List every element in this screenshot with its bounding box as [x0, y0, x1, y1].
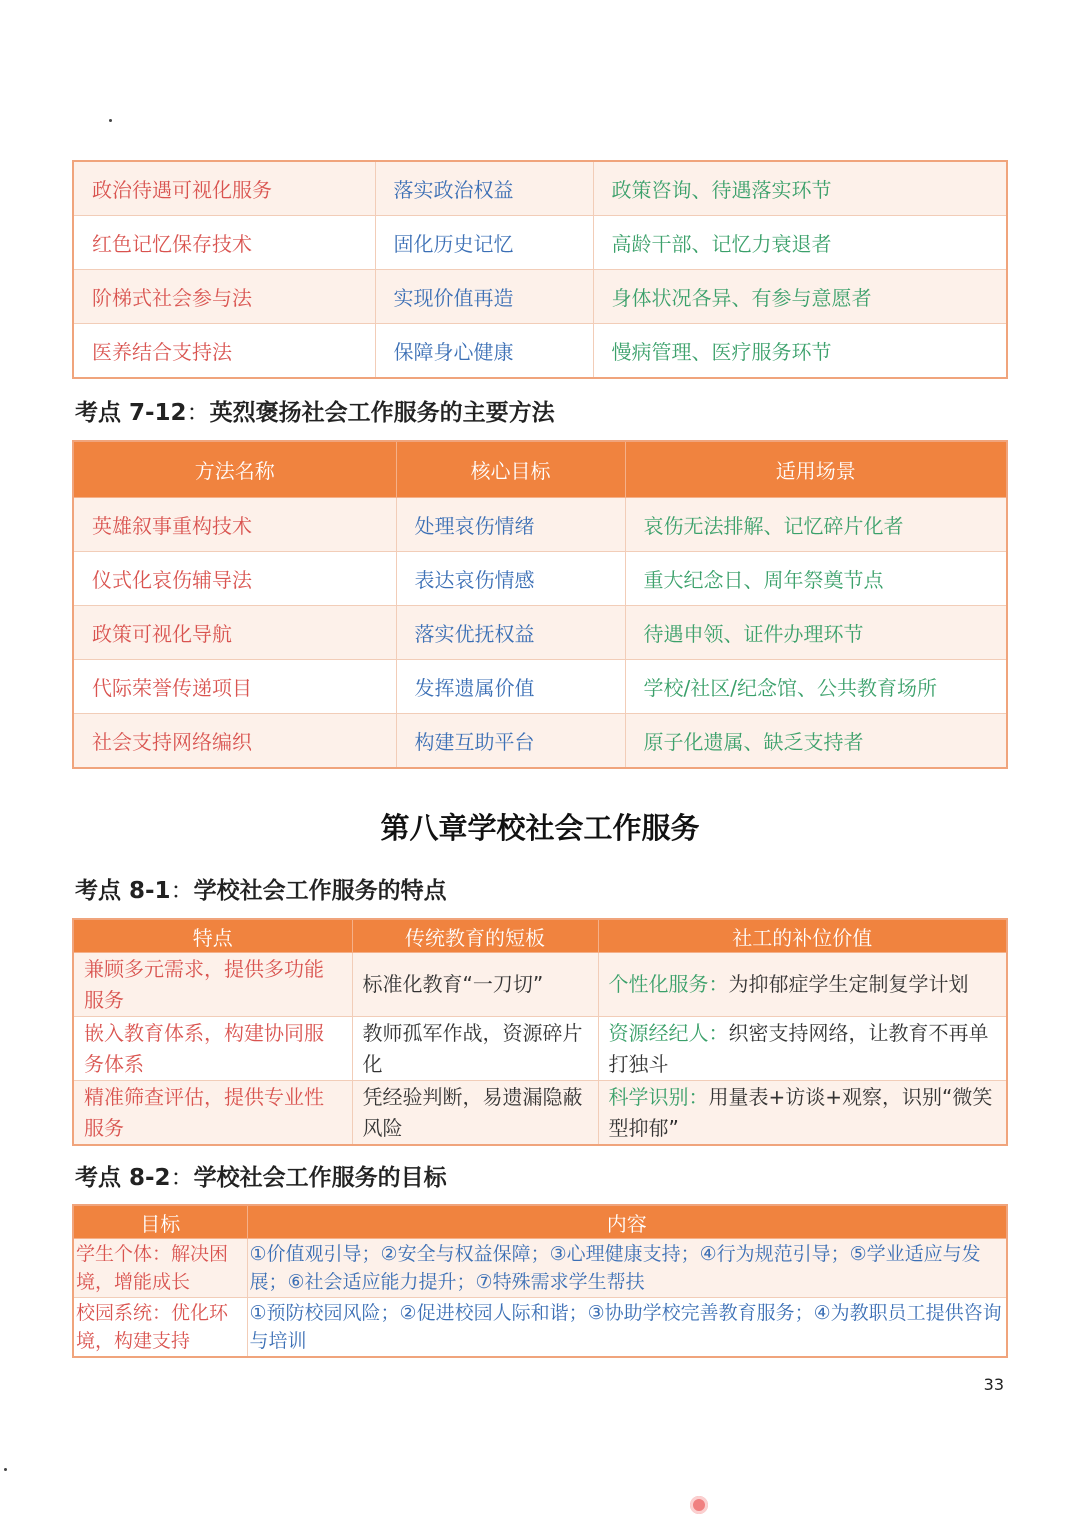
- goal-cell: 构建互助平台: [396, 714, 625, 769]
- table-row: [73, 1298, 1007, 1358]
- heading-label: 考点 8-2: [75, 1165, 171, 1191]
- method-name-cell: 仪式化哀伤辅导法: [73, 552, 396, 606]
- goal-cell: 落实优抚权益: [396, 606, 625, 660]
- goal-cell: 学生个体：解决困境，增能成长: [73, 1239, 247, 1298]
- section-heading-7-12: [75, 394, 555, 427]
- table-row: [73, 660, 1007, 714]
- page-number: 33: [983, 1375, 1004, 1394]
- table-row: [73, 606, 1007, 660]
- method-name-cell: 红色记忆保存技术: [73, 216, 375, 270]
- method-name-cell: 阶梯式社会参与法: [73, 270, 375, 324]
- table-row: [73, 1239, 1007, 1298]
- heading-text: 英烈褒扬社会工作服务的主要方法: [209, 400, 555, 426]
- goal-cell: 实现价值再造: [375, 270, 593, 324]
- table-header-row: [73, 441, 1007, 498]
- table-row: [73, 1081, 1007, 1146]
- table-row: [73, 216, 1007, 270]
- table-elderly-cadre-methods: [72, 160, 1008, 379]
- goal-cell: 处理哀伤情绪: [396, 498, 625, 552]
- value-text: 用量表+访谈+观察，识别“微笑型抑郁”: [608, 1084, 993, 1140]
- value-cell: [598, 1017, 1007, 1081]
- goal-cell: 表达哀伤情感: [396, 552, 625, 606]
- feature-cell: 兼顾多元需求，提供多功能服务: [73, 953, 352, 1017]
- goal-cell: 发挥遗属价值: [396, 660, 625, 714]
- table-row: [73, 552, 1007, 606]
- goal-cell: 固化历史记忆: [375, 216, 593, 270]
- table-row: [73, 714, 1007, 769]
- value-text: 织密支持网络，让教育不再单打独斗: [608, 1020, 989, 1076]
- table-school-goals: [72, 1204, 1008, 1358]
- column-header: 核心目标: [396, 441, 625, 498]
- column-header: 传统教育的短板: [352, 919, 598, 953]
- scenario-cell: 慢病管理、医疗服务环节: [593, 324, 1007, 379]
- value-text: 为抑郁症学生定制复学计划: [728, 972, 969, 996]
- table-martyr-methods: [72, 440, 1008, 769]
- heading-text: 学校社会工作服务的目标: [193, 1165, 447, 1191]
- method-name-cell: 英雄叙事重构技术: [73, 498, 396, 552]
- method-name-cell: 政治待遇可视化服务: [73, 161, 375, 216]
- table-row: [73, 324, 1007, 379]
- decorative-dot: [4, 1468, 7, 1471]
- content-cell: ①价值观引导；②安全与权益保障；③心理健康支持；④行为规范引导；⑤学业适应与发展；⑥社会适应能力提升；⑦特殊需求学生帮扶: [247, 1239, 1007, 1298]
- scenario-cell: 高龄干部、记忆力衰退者: [593, 216, 1007, 270]
- shortfall-cell: [352, 1017, 598, 1081]
- feature-cell: 嵌入教育体系，构建协同服务体系: [73, 1017, 352, 1081]
- chapter-title: 第八章学校社会工作服务: [380, 811, 700, 845]
- value-label: 资源经纪人：: [608, 1020, 729, 1045]
- shortfall-text: 教师孤军作战，资源碎片化: [362, 1020, 583, 1076]
- method-name-cell: 政策可视化导航: [73, 606, 396, 660]
- method-name-cell: 社会支持网络编织: [73, 714, 396, 769]
- scenario-cell: 身体状况各异、有参与意愿者: [593, 270, 1007, 324]
- column-header: 目标: [73, 1205, 247, 1239]
- value-label: 个性化服务：: [608, 972, 729, 996]
- heading-label: 考点 8-1: [75, 878, 171, 904]
- scenario-cell: 学校/社区/纪念馆、公共教育场所: [625, 660, 1007, 714]
- decorative-dot: [109, 119, 112, 122]
- value-label: 科学识别：: [608, 1084, 709, 1109]
- column-header: 方法名称: [73, 441, 396, 498]
- section-heading-8-1: [75, 872, 447, 905]
- column-header: 适用场景: [625, 441, 1007, 498]
- table-header-row: [73, 919, 1007, 953]
- scenario-cell: 原子化遗属、缺乏支持者: [625, 714, 1007, 769]
- method-name-cell: 医养结合支持法: [73, 324, 375, 379]
- table-row: [73, 161, 1007, 216]
- heading-colon: ：: [186, 400, 210, 426]
- shortfall-cell: 标准化教育“一刀切”: [352, 953, 598, 1017]
- heading-colon: ：: [170, 878, 194, 904]
- goal-cell: 落实政治权益: [375, 161, 593, 216]
- value-cell: [598, 953, 1007, 1017]
- scenario-cell: 待遇申领、证件办理环节: [625, 606, 1007, 660]
- table-row: [73, 953, 1007, 1017]
- method-name-cell: 代际荣誉传递项目: [73, 660, 396, 714]
- goal-cell: 校园系统：优化环境，构建支持: [73, 1298, 247, 1358]
- table-row: [73, 498, 1007, 552]
- table-row: [73, 1017, 1007, 1081]
- content-cell: ①预防校园风险；②促进校园人际和谐；③协助学校完善教育服务；④为教职员工提供咨询与培训: [247, 1298, 1007, 1358]
- table-row: [73, 270, 1007, 324]
- value-cell: [598, 1081, 1007, 1146]
- table-school-features: [72, 918, 1008, 1146]
- column-header: 特点: [73, 919, 352, 953]
- column-header: 内容: [247, 1205, 1007, 1239]
- heading-text: 学校社会工作服务的特点: [193, 878, 447, 904]
- goal-cell: 保障身心健康: [375, 324, 593, 379]
- table-header-row: [73, 1205, 1007, 1239]
- heading-colon: ：: [170, 1165, 194, 1191]
- column-header: 社工的补位价值: [598, 919, 1007, 953]
- shortfall-cell: 凭经验判断，易遗漏隐蔽风险: [352, 1081, 598, 1146]
- scenario-cell: 政策咨询、待遇落实环节: [593, 161, 1007, 216]
- feature-cell: 精准筛查评估，提供专业性服务: [73, 1081, 352, 1146]
- section-heading-8-2: [75, 1159, 447, 1192]
- scenario-cell: 哀伤无法排解、记忆碎片化者: [625, 498, 1007, 552]
- heading-label: 考点 7-12: [75, 400, 187, 426]
- flower-icon: [690, 1496, 708, 1514]
- scenario-cell: 重大纪念日、周年祭奠节点: [625, 552, 1007, 606]
